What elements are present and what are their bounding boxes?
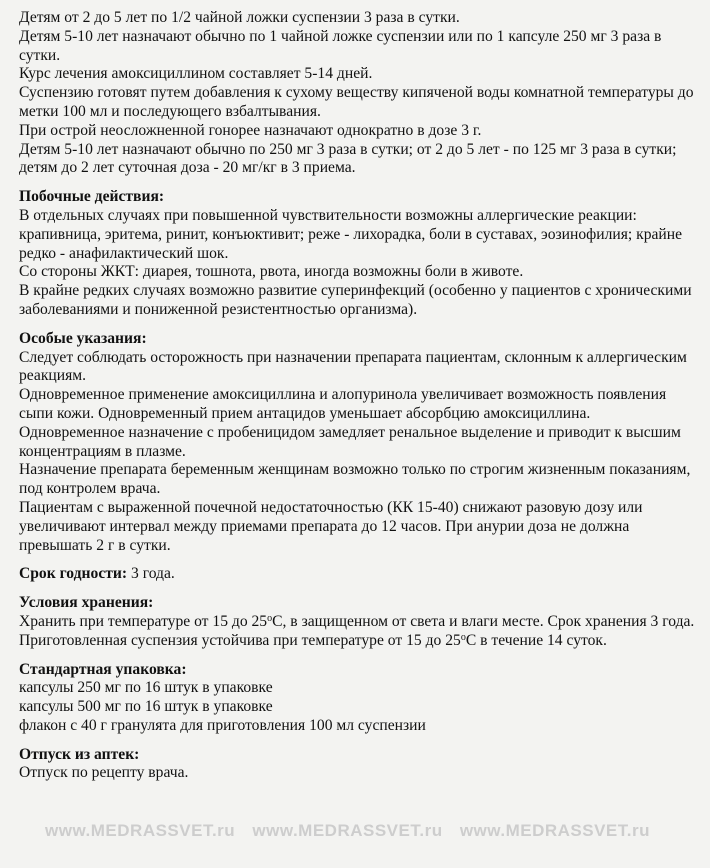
dosing-line: Детям 5-10 лет назначают обычно по 1 чайной ложке суспензии или по 1 капсуле 250 мг 3 раза в сутки. <box>19 27 662 64</box>
shelf-life-section <box>19 565 696 584</box>
dosing-line: Детям 5-10 лет назначают обычно по 250 мг 3 раза в сутки; от 2 до 5 лет - по 125 мг 3 раза в сутки; детям до 2 лет суточная доза - 20 мг/кг в 3 приема. <box>19 140 677 177</box>
storage-text: Хранить при температуре от 15 до 25 <box>19 612 268 630</box>
special-instructions-line: Одновременное назначение с пробеницидом замедляет ренальное выделение и приводит к высшим концентрациям в плазме. <box>19 423 681 460</box>
packaging-line: капсулы 250 мг по 16 штук в упаковке <box>19 679 273 697</box>
side-effects-line: В крайне редких случаях возможно развитие суперинфекций (особенно у пациентов с хроническими заболеваниями и пониженной резистентностью организма). <box>19 282 692 318</box>
packaging-heading: Стандартная упаковка: <box>19 660 187 678</box>
dosing-line: Курс лечения амоксициллином составляет 5-14 дней. <box>19 65 373 83</box>
packaging-line: флакон с 40 г гранулята для приготовления 100 мл суспензии <box>19 716 426 734</box>
dosing-line: Детям от 2 до 5 лет по 1/2 чайной ложки суспензии 3 раза в сутки. <box>19 9 460 26</box>
special-instructions-section <box>19 330 696 556</box>
storage-text: С, в защищенном от света и влаги месте. Срок хранения 3 года. <box>272 612 695 630</box>
side-effects-section <box>19 188 696 320</box>
storage-line <box>19 613 696 632</box>
dosing-section <box>19 9 696 178</box>
side-effects-heading: Побочные действия: <box>19 188 165 206</box>
watermark-row <box>0 822 710 841</box>
special-instructions-line: Назначение препарата беременным женщинам возможно только по строгим жизненным показаниям, под контролем врача. <box>19 461 691 498</box>
watermark-text: www.MEDRASSVET.ru <box>459 821 650 840</box>
dispensing-section <box>19 746 696 784</box>
watermark-text: www.MEDRASSVET.ru <box>252 821 443 840</box>
packaging-section <box>19 661 696 736</box>
dosing-line: При острой неосложненной гонорее назначают однократно в дозе 3 г. <box>19 121 482 139</box>
storage-text: С в течение 14 суток. <box>465 631 607 649</box>
side-effects-line: В отдельных случаях при повышенной чувствительности возможны аллергические реакции: крапивница, эритема, ринит, конъюктивит; реже - лихорадка, боли в суставах, эозинофилия; крайне редко - анафилактический шок. <box>19 206 683 262</box>
shelf-life-value: 3 года. <box>131 565 175 583</box>
special-instructions-line: Пациентам с выраженной почечной недостаточностью (КК 15-40) снижают разовую дозу или увеличивают интервал между приемами препарата до 12 часов. При анурии доза не должна превышать 2 г в сутки. <box>19 498 643 554</box>
storage-heading: Условия хранения: <box>19 594 154 612</box>
packaging-line: капсулы 500 мг по 16 штук в упаковке <box>19 698 273 716</box>
special-instructions-heading: Особые указания: <box>19 329 147 347</box>
shelf-life-heading: Срок годности: <box>19 565 128 583</box>
side-effects-line: Со стороны ЖКТ: диарея, тошнота, рвота, иногда возможны боли в животе. <box>19 263 524 281</box>
dispensing-value: Отпуск по рецепту врача. <box>19 764 189 782</box>
dispensing-heading: Отпуск из аптек: <box>19 745 140 763</box>
storage-section <box>19 594 696 650</box>
degree-mark: o <box>460 631 466 643</box>
dosing-line: Суспензию готовят путем добавления к сухому веществу кипяченой воды комнатной температуры до метки 100 мл и последующего взбалтывания. <box>19 84 694 120</box>
degree-mark: o <box>267 612 273 624</box>
watermark-text: www.MEDRASSVET.ru <box>45 821 236 840</box>
special-instructions-line: Следует соблюдать осторожность при назначении препарата пациентам, склонным к аллергическим реакциям. <box>19 348 687 385</box>
storage-text: Приготовленная суспензия устойчива при температуре от 15 до 25 <box>19 631 461 649</box>
storage-line <box>19 632 696 651</box>
special-instructions-line: Одновременное применение амоксициллина и алопуринола увеличивает возможность появления сыпи кожи. Одновременный прием антацидов уменьшает абсорбцию амоксициллина. <box>19 386 667 422</box>
